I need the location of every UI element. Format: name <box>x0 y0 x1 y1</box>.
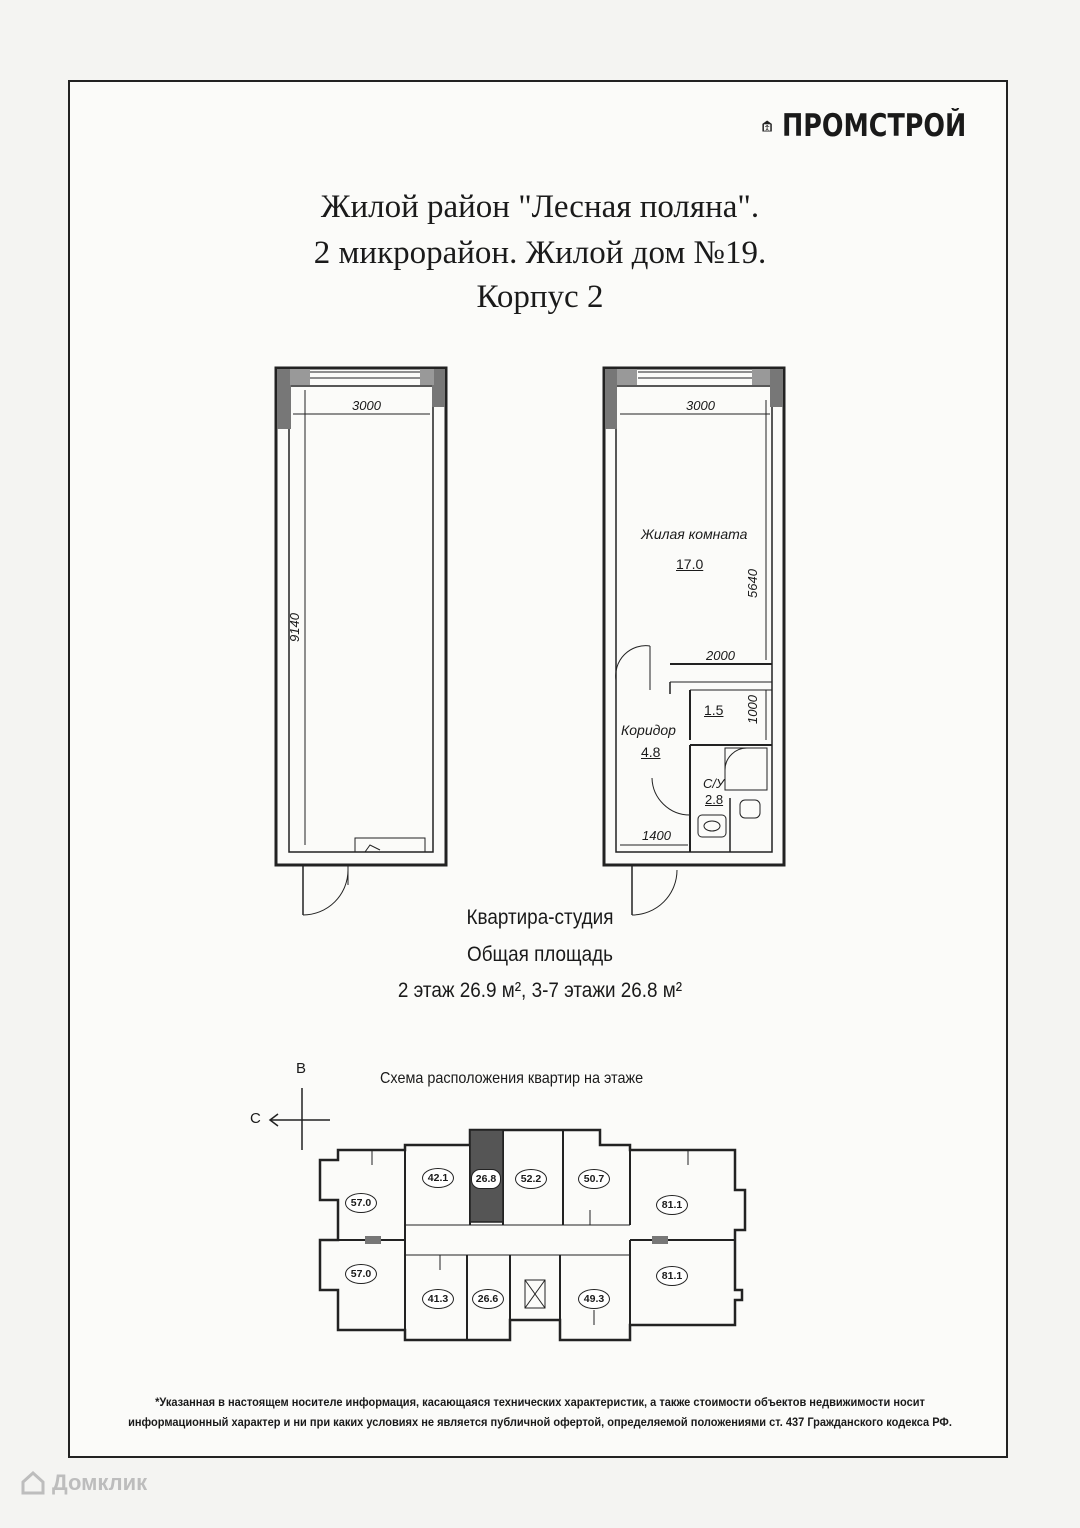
area-label: Общая площадь <box>467 943 613 966</box>
apartment-badge: 42.1 <box>422 1168 454 1188</box>
apartment-badge: 57.0 <box>345 1264 377 1284</box>
area-values: 2 этаж 26.9 м², 3-7 этажи 26.8 м² <box>397 979 683 1002</box>
left-dim-width: 3000 <box>352 398 381 413</box>
apartment-badge: 52.2 <box>515 1169 547 1189</box>
storage-dim-length: 1000 <box>744 695 760 724</box>
corridor-area: 4.8 <box>641 744 661 760</box>
apartment-type: Квартира-студия <box>466 906 614 929</box>
right-dim-room-length: 5640 <box>744 569 760 598</box>
apartment-badge: 49.3 <box>578 1289 610 1309</box>
bath-area: 2.8 <box>705 792 724 807</box>
domclick-house-icon <box>20 1470 46 1496</box>
apartment-badge-highlighted: 26.8 <box>471 1169 501 1189</box>
storage-area: 1.5 <box>704 702 724 718</box>
apartment-badge: 50.7 <box>578 1169 610 1189</box>
corridor-name: Коридор <box>621 722 676 738</box>
disclaimer-line-2: информационный характер и ни при каких условиях не является публичной офертой, определяемой положениями ст. 437 Гражданского кодекса РФ. <box>128 1415 952 1429</box>
watermark-text: Домклик <box>52 1470 148 1495</box>
corridor-dim: 1400 <box>642 828 671 843</box>
apartment-badge: 57.0 <box>345 1193 377 1213</box>
title-line-1: Жилой район "Лесная поляна". <box>320 189 760 225</box>
compass-north: В <box>296 1060 307 1077</box>
apartment-badge: 26.6 <box>472 1289 504 1309</box>
right-dim-width: 3000 <box>686 398 715 413</box>
domclick-watermark <box>20 1470 147 1496</box>
room-name: Жилая комната <box>641 526 748 542</box>
bath-name: С/У <box>703 776 725 791</box>
apartment-badge: 81.1 <box>656 1195 688 1215</box>
compass-west: С <box>250 1110 261 1127</box>
title-line-2: 2 микрорайон. Жилой дом №19. <box>313 235 767 271</box>
scheme-title: Схема расположения квартир на этаже <box>380 1070 644 1087</box>
left-dim-length: 9140 <box>286 613 302 642</box>
apartment-badge: 81.1 <box>656 1266 688 1286</box>
room-area: 17.0 <box>676 556 704 572</box>
brand-name: ПРОМСТРОЙ <box>782 108 967 144</box>
disclaimer-line-1: *Указанная в настоящем носителе информация, касающаяся технических характеристик, а также стоимости объектов недвижимости носит <box>155 1395 925 1409</box>
disclaimer <box>108 1392 973 1432</box>
storage-dim-width: 2000 <box>706 648 735 663</box>
title-line-3: Корпус 2 <box>476 279 604 315</box>
apartment-badge: 41.3 <box>422 1289 454 1309</box>
